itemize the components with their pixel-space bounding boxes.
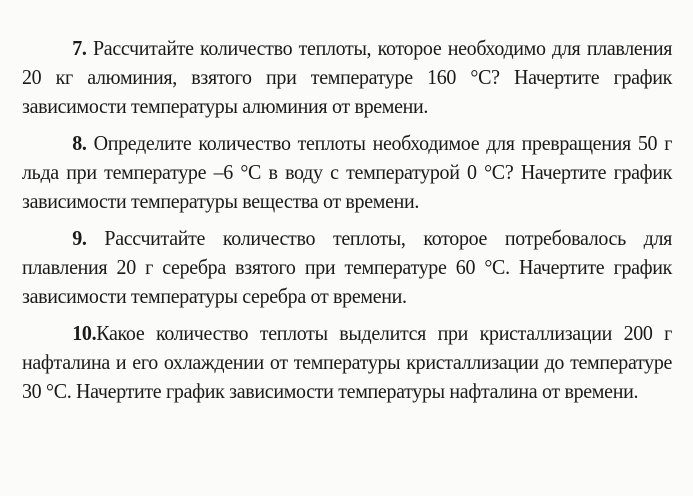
problem-text: Рассчитайте количество теплоты, которое потребовалось для плавления 20 г серебра взятого при температуре 60 °C. Начертите график зависимости температуры серебра от времени. [22,226,673,308]
problem-8 [22,129,672,216]
problem-text: Определите количество теплоты необходимое для превращения 50 г льда при температуре –6 °C в воду с температурой 0 °C? Начертите график зависимости температуры вещества от времени. [22,131,673,213]
problem-10 [22,319,672,406]
problem-number: 10. [72,321,97,345]
problem-9 [22,224,672,311]
problem-text: Рассчитайте количество теплоты, которое необходимо для плавления 20 кг алюминия, взятого при температуре 160 °C? Начертите график зависимости температуры алюминия от времени. [22,36,673,118]
problem-7 [22,34,672,121]
problem-number: 7. [72,36,87,60]
problem-list [22,34,672,406]
problem-number: 8. [72,131,87,155]
problem-number: 9. [72,226,87,250]
problem-text: Какое количество теплоты выделится при кристаллизации 200 г нафталина и его охлаждении от температуры кристаллизации до температуре 30 °C. Начертите график зависимости температуры нафталина от времени. [22,321,673,403]
